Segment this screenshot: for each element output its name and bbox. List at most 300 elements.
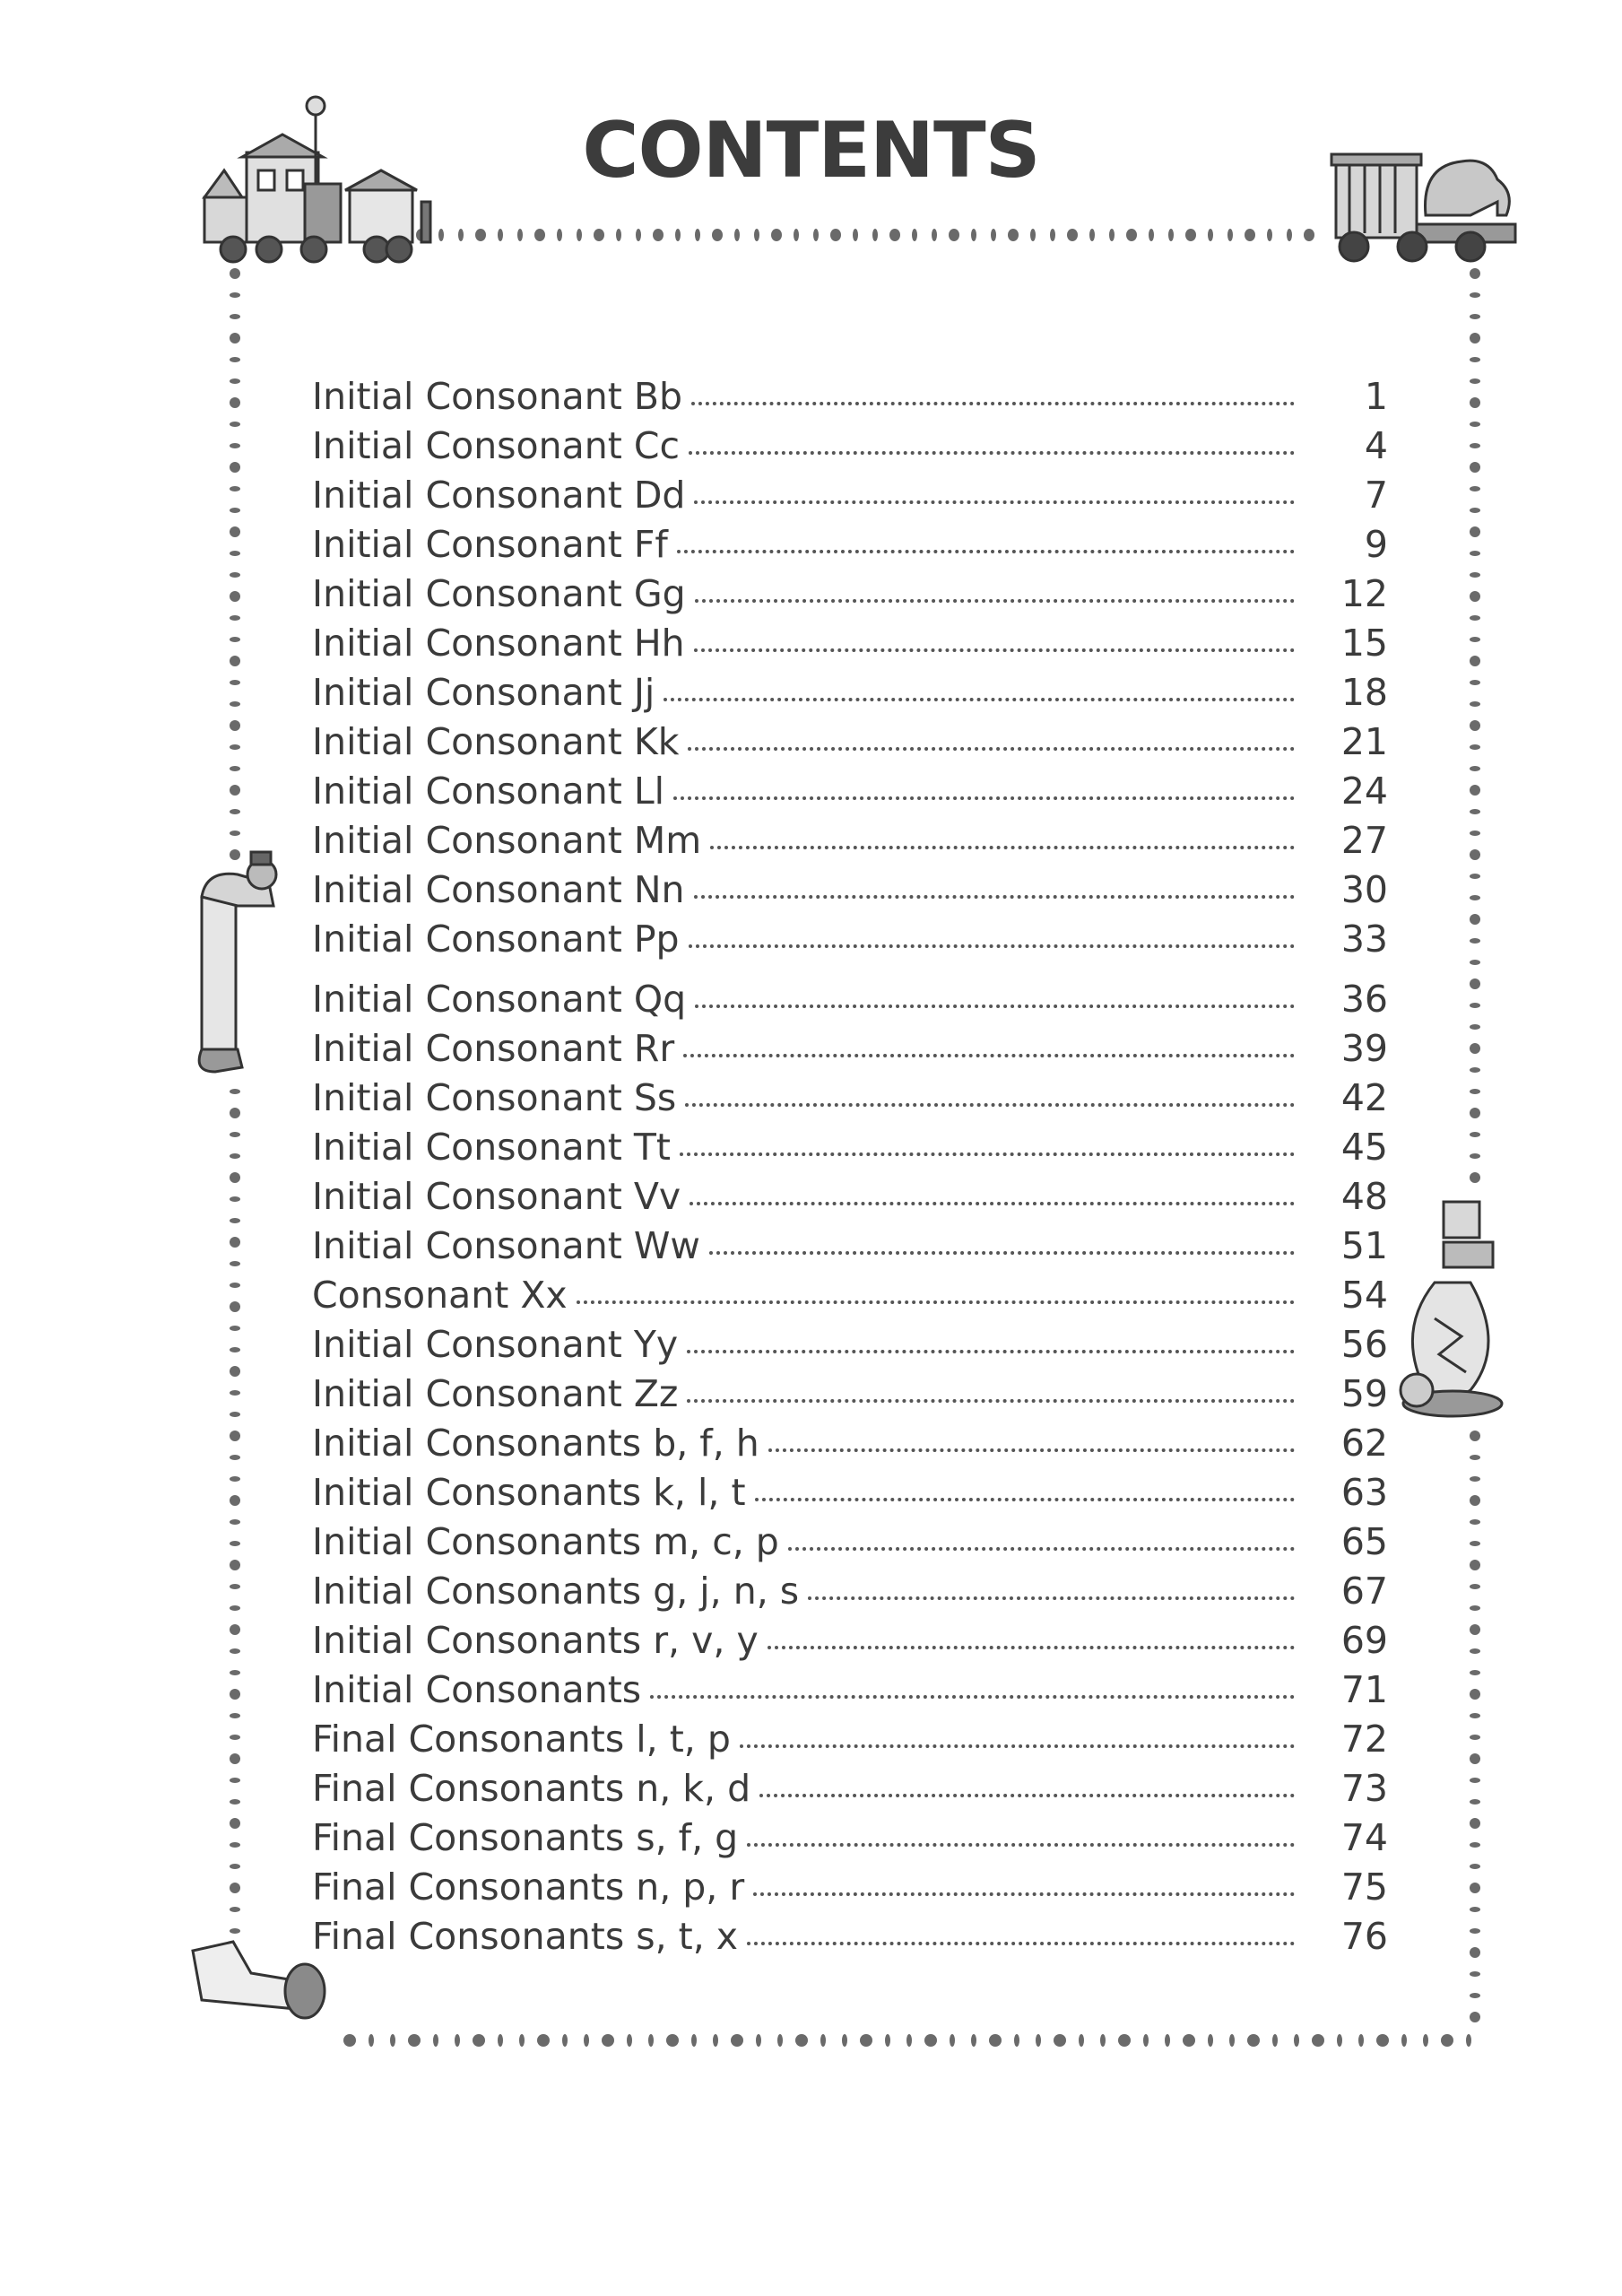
- dot-leader: [577, 1300, 1295, 1304]
- dot-leader: [768, 1448, 1295, 1452]
- border-dot: [675, 229, 681, 241]
- border-dot: [1470, 443, 1480, 448]
- border-dot: [1227, 229, 1233, 241]
- border-dot: [1470, 1778, 1480, 1783]
- border-dot: [408, 2034, 421, 2047]
- border-dot: [230, 809, 240, 814]
- toc-entry: [312, 671, 1388, 720]
- toc-entry-page: 67: [1340, 1570, 1388, 1613]
- toc-entry-page: 74: [1340, 1816, 1388, 1859]
- border-dot: [906, 2034, 912, 2047]
- border-dot: [230, 1735, 240, 1740]
- border-dot: [1008, 229, 1019, 241]
- border-dot: [557, 229, 562, 241]
- border-dot: [653, 229, 664, 241]
- toc-entry-page: 73: [1340, 1767, 1388, 1810]
- border-dot: [860, 2034, 872, 2047]
- toc-entry: [312, 1619, 1388, 1668]
- border-dot: [853, 229, 858, 241]
- dot-leader: [755, 1498, 1295, 1501]
- border-dot: [756, 2034, 761, 2047]
- border-dot: [820, 2034, 826, 2047]
- dot-leader: [650, 1695, 1295, 1699]
- toc-entry-label: Initial Consonant Bb: [312, 375, 682, 418]
- border-dot: [712, 229, 723, 241]
- border-dot: [1470, 895, 1480, 900]
- dot-leader: [683, 1054, 1295, 1057]
- border-dot: [562, 2034, 568, 2047]
- border-dot: [1470, 1067, 1480, 1073]
- border-dot: [1100, 2034, 1106, 2047]
- toc-entry-page: 7: [1364, 474, 1388, 517]
- border-dot: [991, 229, 996, 241]
- border-dot: [230, 443, 240, 448]
- shoe-egg-icon: [193, 1942, 325, 2018]
- border-dot: [912, 229, 917, 241]
- border-dot: [230, 422, 240, 427]
- border-dot: [230, 1301, 240, 1312]
- toc-entry-label: Initial Consonant Jj: [312, 671, 655, 714]
- toc-entry-label: Initial Consonant Dd: [312, 474, 686, 517]
- border-dot: [1470, 938, 1480, 944]
- border-dot: [1126, 229, 1137, 241]
- border-dot: [230, 1778, 240, 1783]
- border-dot: [1470, 1584, 1480, 1589]
- border-dot: [433, 2034, 438, 2047]
- border-dot: [230, 1347, 240, 1352]
- border-dot: [1470, 2012, 1480, 2022]
- border-dot: [230, 1412, 240, 1417]
- toc-entry-page: 71: [1340, 1668, 1388, 1711]
- dot-leader: [687, 1399, 1295, 1403]
- toc-entry-page: 18: [1340, 671, 1388, 714]
- toc-entry-page: 1: [1364, 375, 1388, 418]
- border-dot: [230, 1928, 240, 1934]
- border-dot: [1143, 2034, 1149, 2047]
- toc-entry: [312, 1915, 1388, 1964]
- toc-entry-page: 33: [1340, 918, 1388, 961]
- border-dot: [230, 333, 240, 344]
- border-dot: [230, 1605, 240, 1611]
- border-dot: [230, 526, 240, 537]
- border-dot: [777, 2034, 783, 2047]
- border-dot: [1470, 701, 1480, 707]
- dot-leader: [709, 1251, 1295, 1255]
- toc-entry: [312, 1570, 1388, 1619]
- border-dot: [1050, 229, 1055, 241]
- border-dot: [1470, 785, 1480, 796]
- toc-entry-page: 39: [1340, 1027, 1388, 1070]
- dot-leader: [808, 1596, 1295, 1600]
- border-dot: [1423, 2034, 1428, 2047]
- border-dot: [1470, 1818, 1480, 1829]
- border-dot: [989, 2034, 1002, 2047]
- toc-entry-label: Initial Consonants m, c, p: [312, 1520, 779, 1563]
- toc-entry: [312, 1027, 1388, 1076]
- border-dot: [230, 1883, 240, 1893]
- dot-leader: [753, 1892, 1295, 1896]
- border-dot: [1470, 1947, 1480, 1958]
- toc-entry-page: 63: [1340, 1471, 1388, 1514]
- toc-entry: [312, 474, 1388, 523]
- toc-entry: [312, 1816, 1388, 1866]
- dot-leader: [687, 1350, 1295, 1353]
- border-dot: [230, 1648, 240, 1654]
- border-dot: [842, 2034, 847, 2047]
- dot-leader: [680, 1152, 1295, 1156]
- border-dot: [230, 1366, 240, 1377]
- border-dot: [1470, 1971, 1480, 1977]
- toc-entry: [312, 1668, 1388, 1718]
- border-dot: [795, 2034, 808, 2047]
- border-dot: [754, 229, 759, 241]
- border-dot: [230, 1670, 240, 1675]
- border-dot: [230, 508, 240, 513]
- dot-leader: [759, 1794, 1295, 1797]
- border-dot: [1470, 1864, 1480, 1869]
- border-dot: [691, 2034, 697, 2047]
- toc-entry-label: Initial Consonant Tt: [312, 1126, 671, 1169]
- border-dot: [1229, 2034, 1235, 2047]
- border-dot: [1470, 720, 1480, 731]
- toc-entry-page: 59: [1340, 1372, 1388, 1415]
- dot-leader: [694, 648, 1295, 652]
- border-dot: [1470, 1883, 1480, 1893]
- toc-entry: [312, 1520, 1388, 1570]
- border-dot: [932, 229, 937, 241]
- border-dot: [794, 229, 799, 241]
- border-dot: [1149, 229, 1154, 241]
- border-dot: [473, 2034, 485, 2047]
- toc-entry-label: Initial Consonant Mm: [312, 819, 702, 862]
- border-dot: [1470, 637, 1480, 642]
- border-dot: [971, 2034, 976, 2047]
- border-dot: [1470, 1753, 1480, 1764]
- border-dot: [1109, 229, 1115, 241]
- border-dot: [1079, 2034, 1084, 2047]
- border-dot: [1272, 2034, 1278, 2047]
- toc-entry: [312, 1126, 1388, 1175]
- border-dot: [230, 1431, 240, 1441]
- border-dot: [1470, 397, 1480, 408]
- toc-entry: [312, 720, 1388, 770]
- border-dot: [1470, 1648, 1480, 1654]
- border-dot: [230, 1713, 240, 1718]
- dot-leader: [695, 599, 1295, 603]
- dot-leader: [695, 1004, 1295, 1008]
- toc-entry-label: Final Consonants s, t, x: [312, 1915, 739, 1958]
- border-dot: [1030, 229, 1036, 241]
- border-dot: [889, 229, 900, 241]
- border-dot: [1208, 229, 1213, 241]
- border-dot: [1470, 1172, 1480, 1183]
- border-dot: [1470, 462, 1480, 473]
- toc-entry-page: 72: [1340, 1718, 1388, 1761]
- border-dot: [230, 1864, 240, 1869]
- border-dot: [1470, 1735, 1480, 1740]
- border-dot: [230, 680, 240, 685]
- border-dot: [230, 292, 240, 298]
- toc-entry-label: Final Consonants n, k, d: [312, 1767, 751, 1810]
- border-dot: [734, 229, 740, 241]
- border-dot: [1470, 615, 1480, 621]
- border-dot: [230, 1132, 240, 1137]
- border-dot: [230, 1476, 240, 1482]
- border-dot: [1470, 1519, 1480, 1525]
- border-dot: [648, 2034, 654, 2047]
- toc-entry-page: 69: [1340, 1619, 1388, 1662]
- toc-entry-label: Initial Consonant Cc: [312, 424, 680, 467]
- border-dot: [1376, 2034, 1389, 2047]
- border-dot: [230, 1541, 240, 1546]
- border-dot: [602, 2034, 614, 2047]
- border-dot: [1470, 1799, 1480, 1805]
- border-dot: [458, 229, 464, 241]
- clown-leaning-icon: [199, 852, 276, 1072]
- border-dot: [1470, 1132, 1480, 1137]
- dot-leader: [694, 895, 1296, 899]
- dot-leader: [664, 698, 1295, 701]
- border-dot: [1470, 1624, 1480, 1635]
- border-dot: [498, 229, 503, 241]
- border-dot: [230, 1907, 240, 1912]
- border-dot: [1470, 1043, 1480, 1054]
- border-dot: [230, 1799, 240, 1805]
- border-dot: [475, 229, 486, 241]
- border-dot: [1294, 2034, 1299, 2047]
- toc-entry: [312, 375, 1388, 424]
- border-dot: [1470, 1108, 1480, 1118]
- border-dot: [1470, 486, 1480, 491]
- toc-entry: [312, 572, 1388, 622]
- border-dot: [230, 551, 240, 556]
- border-dot: [577, 229, 582, 241]
- border-dot: [1470, 744, 1480, 750]
- border-dot: [1208, 2034, 1213, 2047]
- border-dot: [230, 1108, 240, 1118]
- toc-entry: [312, 819, 1388, 868]
- border-dot: [627, 2034, 632, 2047]
- border-dot: [616, 229, 621, 241]
- toc-entry-page: 51: [1340, 1224, 1388, 1267]
- toc-entry: [312, 1422, 1388, 1471]
- border-dot: [537, 2034, 550, 2047]
- toc-entry-label: Initial Consonants r, v, y: [312, 1619, 759, 1662]
- border-dot: [1470, 978, 1480, 989]
- border-dot: [1401, 2034, 1407, 2047]
- toc-entry-label: Initial Consonant Ll: [312, 770, 665, 813]
- border-dot: [971, 229, 976, 241]
- border-dot: [1089, 229, 1095, 241]
- border-dot: [1470, 422, 1480, 427]
- border-dot: [872, 229, 878, 241]
- border-dot: [1165, 2034, 1170, 2047]
- toc-entry-page: 45: [1340, 1126, 1388, 1169]
- border-dot: [813, 229, 819, 241]
- toc-entry-label: Initial Consonant Yy: [312, 1323, 679, 1366]
- border-dot: [498, 2034, 503, 2047]
- border-dot: [1118, 2034, 1131, 2047]
- toc-entry-label: Initial Consonant Hh: [312, 622, 685, 665]
- border-dot: [1168, 229, 1174, 241]
- toc-entry-page: 4: [1364, 424, 1388, 467]
- border-dot: [230, 268, 240, 279]
- toc-entry-page: 24: [1340, 770, 1388, 813]
- dot-leader: [788, 1547, 1295, 1551]
- border-dot: [534, 229, 545, 241]
- dot-leader: [747, 1843, 1295, 1847]
- border-dot: [771, 229, 782, 241]
- border-dot: [230, 701, 240, 707]
- border-dot: [1470, 1907, 1480, 1912]
- border-dot: [1470, 1003, 1480, 1008]
- toc-entry-page: 65: [1340, 1520, 1388, 1563]
- border-dot: [1267, 229, 1272, 241]
- border-dot: [517, 229, 523, 241]
- border-dot: [1470, 1993, 1480, 1998]
- border-dot: [1470, 1024, 1480, 1030]
- toc-entry: [312, 770, 1388, 819]
- border-dot: [1470, 526, 1480, 537]
- border-dot: [731, 2034, 743, 2047]
- toc-entry-label: Final Consonants n, p, r: [312, 1866, 745, 1909]
- toc-entry-page: 56: [1340, 1323, 1388, 1366]
- border-dot: [1470, 1541, 1480, 1546]
- border-dot: [390, 2034, 395, 2047]
- toc-entry-label: Initial Consonant Qq: [312, 978, 687, 1021]
- border-dot: [1312, 2034, 1324, 2047]
- border-dot: [230, 378, 240, 384]
- border-dot: [1470, 914, 1480, 925]
- border-dot: [584, 2034, 589, 2047]
- toc-entry-page: 48: [1340, 1175, 1388, 1218]
- border-dot: [230, 766, 240, 771]
- dot-leader: [691, 402, 1295, 405]
- border-dot: [1054, 2034, 1066, 2047]
- border-dot: [455, 2034, 460, 2047]
- toc-entry: [312, 868, 1388, 918]
- border-dot: [1470, 314, 1480, 319]
- border-dot: [949, 229, 959, 241]
- toc-entry-page: 30: [1340, 868, 1388, 911]
- border-dot: [1183, 2034, 1195, 2047]
- border-dot: [1470, 1153, 1480, 1159]
- border-dot: [1470, 1495, 1480, 1506]
- border-dot: [230, 615, 240, 621]
- border-dot: [343, 2034, 356, 2047]
- dot-leader: [694, 500, 1295, 504]
- toc-entry: [312, 1471, 1388, 1520]
- toc-entry: [312, 1323, 1388, 1372]
- border-dot: [230, 656, 240, 666]
- toc-entry: [312, 523, 1388, 572]
- dot-leader: [710, 846, 1295, 849]
- border-dot: [1470, 1689, 1480, 1700]
- border-dot: [1470, 874, 1480, 879]
- border-dot: [695, 229, 700, 241]
- toc-entry: [312, 978, 1388, 1027]
- border-dot: [1247, 2034, 1260, 2047]
- border-dot: [1470, 551, 1480, 556]
- border-dot: [1014, 2034, 1019, 2047]
- juggling-clown-icon: [1401, 1202, 1502, 1416]
- border-dot: [230, 1218, 240, 1223]
- border-dot: [519, 2034, 525, 2047]
- border-dot: [666, 2034, 679, 2047]
- border-dot: [230, 849, 240, 860]
- border-dot: [230, 314, 240, 319]
- border-dot: [1470, 766, 1480, 771]
- border-dot: [230, 462, 240, 473]
- border-dot: [230, 637, 240, 642]
- border-dot: [230, 1283, 240, 1288]
- border-dot: [230, 1753, 240, 1764]
- border-dot: [1470, 1431, 1480, 1441]
- border-dot: [636, 229, 641, 241]
- border-dot: [1358, 2034, 1364, 2047]
- border-dot: [1470, 591, 1480, 602]
- border-dot: [230, 1560, 240, 1570]
- border-dot: [1470, 292, 1480, 298]
- border-dot: [1470, 1670, 1480, 1675]
- toc-entry-page: 54: [1340, 1274, 1388, 1317]
- border-dot: [1185, 229, 1196, 241]
- border-dot: [950, 2034, 955, 2047]
- border-dot: [830, 229, 841, 241]
- toc-entry-page: 36: [1340, 978, 1388, 1021]
- toc-entry-label: Initial Consonant Ss: [312, 1076, 677, 1119]
- dot-leader: [685, 1103, 1295, 1107]
- border-dot: [1470, 333, 1480, 344]
- border-dot: [1466, 2034, 1471, 2047]
- toc-entry-label: Consonant Xx: [312, 1274, 568, 1317]
- border-dot: [230, 1237, 240, 1248]
- toc-entry: [312, 1274, 1388, 1323]
- border-dot: [230, 591, 240, 602]
- border-dot: [713, 2034, 718, 2047]
- dot-leader: [689, 451, 1295, 455]
- toc-entry: [312, 1767, 1388, 1816]
- dot-leader: [688, 747, 1295, 751]
- border-dot: [230, 1261, 240, 1266]
- border-dot: [1470, 656, 1480, 666]
- toc-entry-page: 76: [1340, 1915, 1388, 1958]
- border-dot: [1337, 2034, 1342, 2047]
- toc-entry: [312, 1372, 1388, 1422]
- toc-entry-page: 75: [1340, 1866, 1388, 1909]
- toc-entry-label: Final Consonants s, f, g: [312, 1816, 739, 1859]
- border-dot: [438, 229, 444, 241]
- toc-entry-label: Initial Consonant Vv: [312, 1175, 681, 1218]
- border-dot: [1470, 849, 1480, 860]
- border-dot: [1470, 357, 1480, 362]
- border-dot: [885, 2034, 890, 2047]
- toc-entry-page: 12: [1340, 572, 1388, 615]
- border-dot: [230, 744, 240, 750]
- toc-entry: [312, 622, 1388, 671]
- toc-entry: [312, 424, 1388, 474]
- border-dot: [1036, 2034, 1041, 2047]
- table-of-contents: [312, 375, 1388, 1964]
- border-dot: [230, 1172, 240, 1183]
- border-dot: [1304, 229, 1314, 241]
- toc-entry-label: Initial Consonant Rr: [312, 1027, 675, 1070]
- border-dot: [1441, 2034, 1453, 2047]
- border-dot: [230, 1455, 240, 1460]
- dot-leader: [740, 1744, 1295, 1748]
- dot-leader: [689, 944, 1295, 948]
- toc-entry-label: Initial Consonant Pp: [312, 918, 680, 961]
